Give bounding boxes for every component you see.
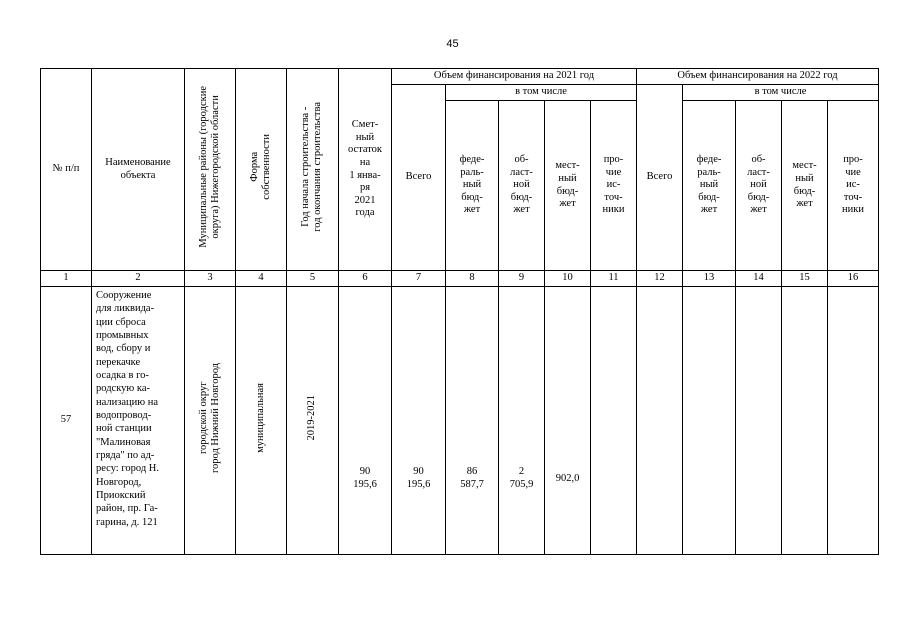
colnum-5: 5	[287, 271, 339, 287]
row-other-2022	[828, 287, 879, 555]
header-name: Наименование объекта	[92, 69, 185, 271]
header-total-2021: Всего	[392, 85, 446, 271]
row-district-text: городской округ город Нижний Новгород	[197, 363, 221, 474]
colnum-12: 12	[637, 271, 683, 287]
header-years-text: Год начала строительства - год окончания строительства	[300, 102, 324, 233]
row-other-2022-value	[828, 362, 878, 479]
row-district	[185, 287, 236, 555]
row-total-2021	[392, 287, 446, 555]
row-federal-2021	[446, 287, 499, 555]
row-local-2022	[782, 287, 828, 555]
header-ownership	[236, 69, 287, 271]
colnum-9: 9	[499, 271, 545, 287]
header-fin-2021: Объем финансирования на 2021 год	[392, 69, 637, 85]
table-row	[41, 287, 879, 555]
row-name-text: Сооружение для ликвида- ции сброса промывных вод, сбору и перекачке осадка в го- родскую ка- нализацию на водопровод- ной станции "Малиновая гряда" по ад- ресу: город Н. Новгород, Приокский район, пр. Га- гарина, д. 121	[96, 290, 160, 528]
colnum-3: 3	[185, 271, 236, 287]
header-fin-2022: Объем финансирования на 2022 год	[637, 69, 879, 85]
row-federal-2021-value: 86 587,7	[460, 466, 484, 490]
header-other-2022: про- чие ис- точ- ники	[828, 101, 879, 271]
header-local-2022: мест- ный бюд- жет	[782, 101, 828, 271]
row-ownership	[236, 287, 287, 555]
row-balance	[339, 287, 392, 555]
header-district	[185, 69, 236, 271]
header-balance: Смет- ный остаток на 1 янва- ря 2021 года	[339, 69, 392, 271]
header-local-2021: мест- ный бюд- жет	[545, 101, 591, 271]
row-local-2021	[545, 287, 591, 555]
row-num: 57	[41, 287, 92, 555]
financing-table	[40, 68, 879, 555]
colnum-13: 13	[683, 271, 736, 287]
colnum-6: 6	[339, 271, 392, 287]
row-total-2021-value: 90 195,6	[406, 466, 431, 490]
row-years	[287, 287, 339, 555]
header-district-text: Муниципальные районы (городские округа) Нижегородской области	[197, 86, 221, 249]
colnum-4: 4	[236, 271, 287, 287]
colnum-7: 7	[392, 271, 446, 287]
row-total-2022	[637, 287, 683, 555]
header-regional-2022: об- ласт- ной бюд- жет	[736, 101, 782, 271]
row-regional-2022-value	[736, 362, 781, 479]
header-ownership-text: Форма собственности	[248, 134, 272, 201]
header-total-2022: Всего	[637, 85, 683, 271]
header-years	[287, 69, 339, 271]
colnum-11: 11	[591, 271, 637, 287]
colnum-15: 15	[782, 271, 828, 287]
header-federal-2022: феде- раль- ный бюд- жет	[683, 101, 736, 271]
row-other-2021	[591, 287, 637, 555]
row-balance-value: 90 195,6	[353, 466, 377, 490]
colnum-10: 10	[545, 271, 591, 287]
header-other-2021: про- чие ис- точ- ники	[591, 101, 637, 271]
header-num: № п/п	[41, 69, 92, 271]
row-other-2021-value	[591, 362, 636, 479]
row-regional-2022	[736, 287, 782, 555]
colnum-2: 2	[92, 271, 185, 287]
row-ownership-text: муниципальная	[254, 383, 266, 454]
colnum-14: 14	[736, 271, 782, 287]
row-years-text: 2019-2021	[306, 395, 318, 441]
row-local-2022-value	[782, 362, 827, 479]
header-incl-2022: в том числе	[683, 85, 879, 101]
header-regional-2021: об- ласт- ной бюд- жет	[499, 101, 545, 271]
row-local-2021-value: 902,0	[555, 472, 580, 484]
colnum-8: 8	[446, 271, 499, 287]
header-incl-2021: в том числе	[446, 85, 637, 101]
row-name	[92, 287, 185, 555]
row-total-2022-value	[637, 362, 682, 479]
page-number: 45	[446, 38, 459, 50]
row-federal-2022	[683, 287, 736, 555]
colnum-16: 16	[828, 271, 879, 287]
row-federal-2022-value	[683, 362, 735, 479]
row-regional-2021	[499, 287, 545, 555]
header-federal-2021: феде- раль- ный бюд- жет	[446, 101, 499, 271]
colnum-1: 1	[41, 271, 92, 287]
row-regional-2021-value: 2 705,9	[509, 466, 534, 490]
